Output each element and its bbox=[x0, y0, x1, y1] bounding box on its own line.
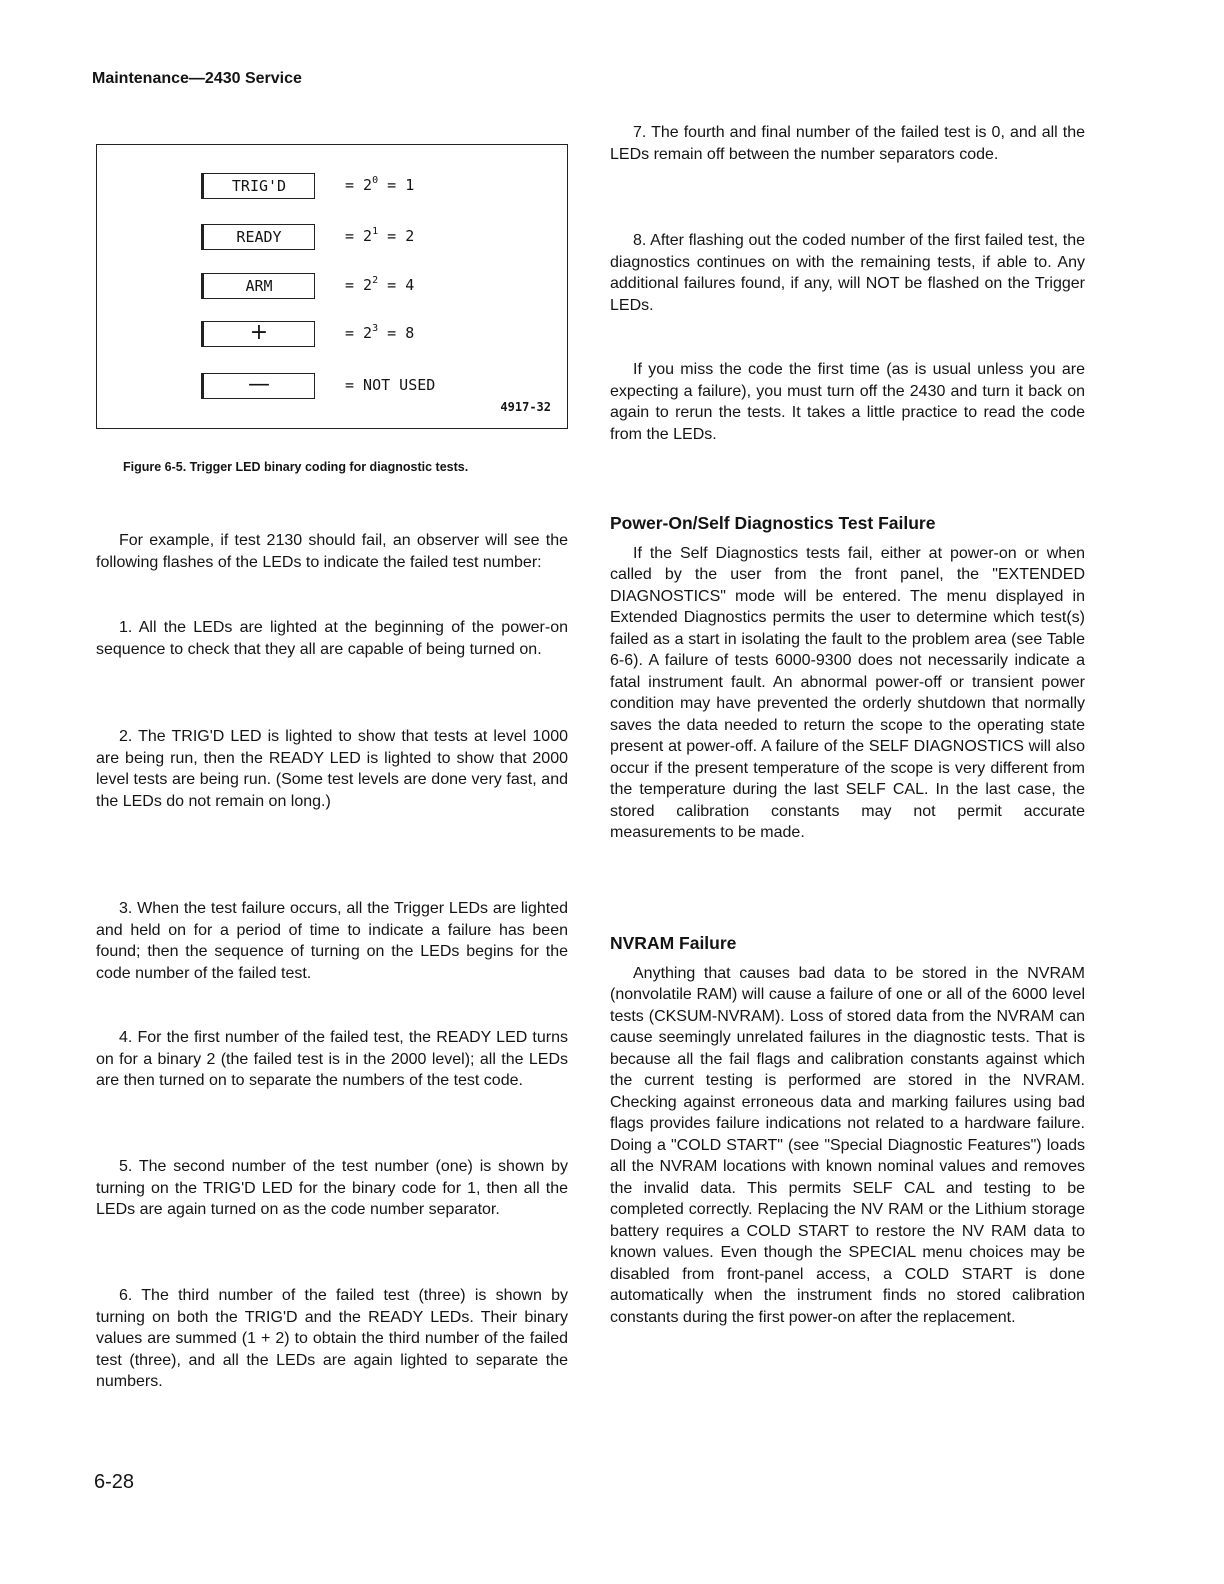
arm-led-box: ARM bbox=[201, 273, 315, 299]
section-body: Anything that causes bad data to be stored in the NVRAM (nonvolatile RAM) will cause a failure of one or all of the 6000 level tests (CKSUM-NVRAM). Loss of stored data from the NVRAM can cause seemingly unrelated failures in the diagnostic tests. That is because all the fail flags and calibration constants against which the current testing is performed are stored in the NVRAM. Checking against erroneous data and marking failures using bad flags provides failure indications not related to a hardware failure. Doing a "COLD START" (see "Special Diagnostic Features") loads all the NVRAM locations with known nominal values and removes the invalid data. This permits SELF CAL and testing to be completed correctly. Replacing the NV RAM or the Lithium storage battery requires a COLD START to restore the NV RAM data to known values. Even though the SPECIAL menu choices may be disabled from front-panel access, a COLD START is done automatically when the instrument finds no stored calibration constants during the first power-on after the replacement. bbox=[610, 964, 1085, 1326]
section-power-on-diagnostics bbox=[610, 513, 1085, 844]
led-equation: = $2^1 = 2$ bbox=[345, 226, 415, 245]
led-equation: = $2^0 = 1$ bbox=[345, 175, 415, 194]
led-code-row bbox=[201, 224, 501, 252]
running-header: Maintenance—2430 Service bbox=[92, 70, 302, 87]
led-code-row bbox=[201, 373, 501, 401]
paragraph: For example, if test 2130 should fail, an observer will see the following flashes of the LEDs to indicate the failed test number: bbox=[96, 532, 568, 571]
led-equation: = $2^2 = 4$ bbox=[345, 275, 415, 294]
paragraph: 2. The TRIG'D LED is lighted to show that tests at level 1000 are being run, then the READY LED is lighted to show that 2000 level tests are being run. (Some test levels are done very fast, and the LEDs do not remain on long.) bbox=[96, 728, 568, 810]
section-heading: Power-On/Self Diagnostics Test Failure bbox=[610, 513, 936, 533]
paragraph: 1. All the LEDs are lighted at the beginning of the power-on sequence to check that they all are capable of being turned on. bbox=[96, 619, 568, 658]
trigd-led-box: TRIG'D bbox=[201, 173, 315, 199]
paragraph: 5. The second number of the test number (one) is shown by turning on the TRIG'D LED for the binary code for 1, then all the LEDs are again turned on as the code number separator. bbox=[96, 1158, 568, 1218]
paragraph: 4. For the first number of the failed test, the READY LED turns on for a binary 2 (the failed test is in the 2000 level); all the LEDs are then turned on to separate the numbers of the test code. bbox=[96, 1029, 568, 1089]
led-code-row bbox=[201, 321, 501, 349]
section-body: If the Self Diagnostics tests fail, either at power-on or when called by the user from the front panel, the "EXTENDED DIAGNOSTICS" mode will be entered. The menu displayed in Extended Diagnostics permits the user to determine which test(s) failed as a start in isolating the fault to the problem area (see Table 6-6). A failure of tests 6000-9300 does not necessarily indicate a fatal instrument fault. An abnormal power-off or transient power condition may have prevented the orderly shutdown that normally saves the data needed to return the scope to the operating state present at power-off. A failure of the SELF DIAGNOSTICS will also occur if the present temperature of the scope is very different from the temperature during the last SELF CAL. In the last case, the stored calibration constants may not permit accurate measurements to be made. bbox=[610, 544, 1085, 841]
led-code-row bbox=[201, 173, 501, 201]
page-number: 6-28 bbox=[94, 1471, 135, 1493]
led-equation: = NOT USED bbox=[345, 376, 436, 394]
figure-caption: Figure 6-5. Trigger LED binary coding for diagnostic tests. bbox=[123, 460, 469, 474]
paragraph: If you miss the code the first time (as is usual unless you are expecting a failure), you must turn off the 2430 and turn it back on again to rerun the tests. It takes a little practice to read the code from the LEDs. bbox=[610, 361, 1085, 443]
figure-id: 4917-32 bbox=[500, 400, 551, 414]
section-nvram-failure bbox=[610, 933, 1085, 1328]
paragraph: 3. When the test failure occurs, all the Trigger LEDs are lighted and held on for a period of time to indicate a failure has been found; then the sequence of turning on the LEDs begins for the code number of the failed test. bbox=[96, 900, 568, 982]
ready-led-box: READY bbox=[201, 224, 315, 250]
figure-6-5 bbox=[96, 144, 568, 429]
plus-led-box: + bbox=[201, 321, 315, 347]
section-heading: NVRAM Failure bbox=[610, 933, 737, 953]
led-equation: = $2^3 = 8$ bbox=[345, 323, 415, 342]
paragraph: 8. After flashing out the coded number of the first failed test, the diagnostics continues on with the remaining tests, if able to. Any additional failures found, if any, will NOT be flashed on the Trigger LEDs. bbox=[610, 232, 1085, 314]
paragraph: 7. The fourth and final number of the failed test is 0, and all the LEDs remain off between the number separators code. bbox=[610, 124, 1085, 163]
minus-led-box: — bbox=[201, 373, 315, 399]
paragraph: 6. The third number of the failed test (three) is shown by turning on both the TRIG'D and the READY LEDs. Their binary values are summed (1 + 2) to obtain the third number of the failed test (three), and all the LEDs are again lighted to separate the numbers. bbox=[96, 1287, 568, 1390]
led-code-row bbox=[201, 273, 501, 301]
